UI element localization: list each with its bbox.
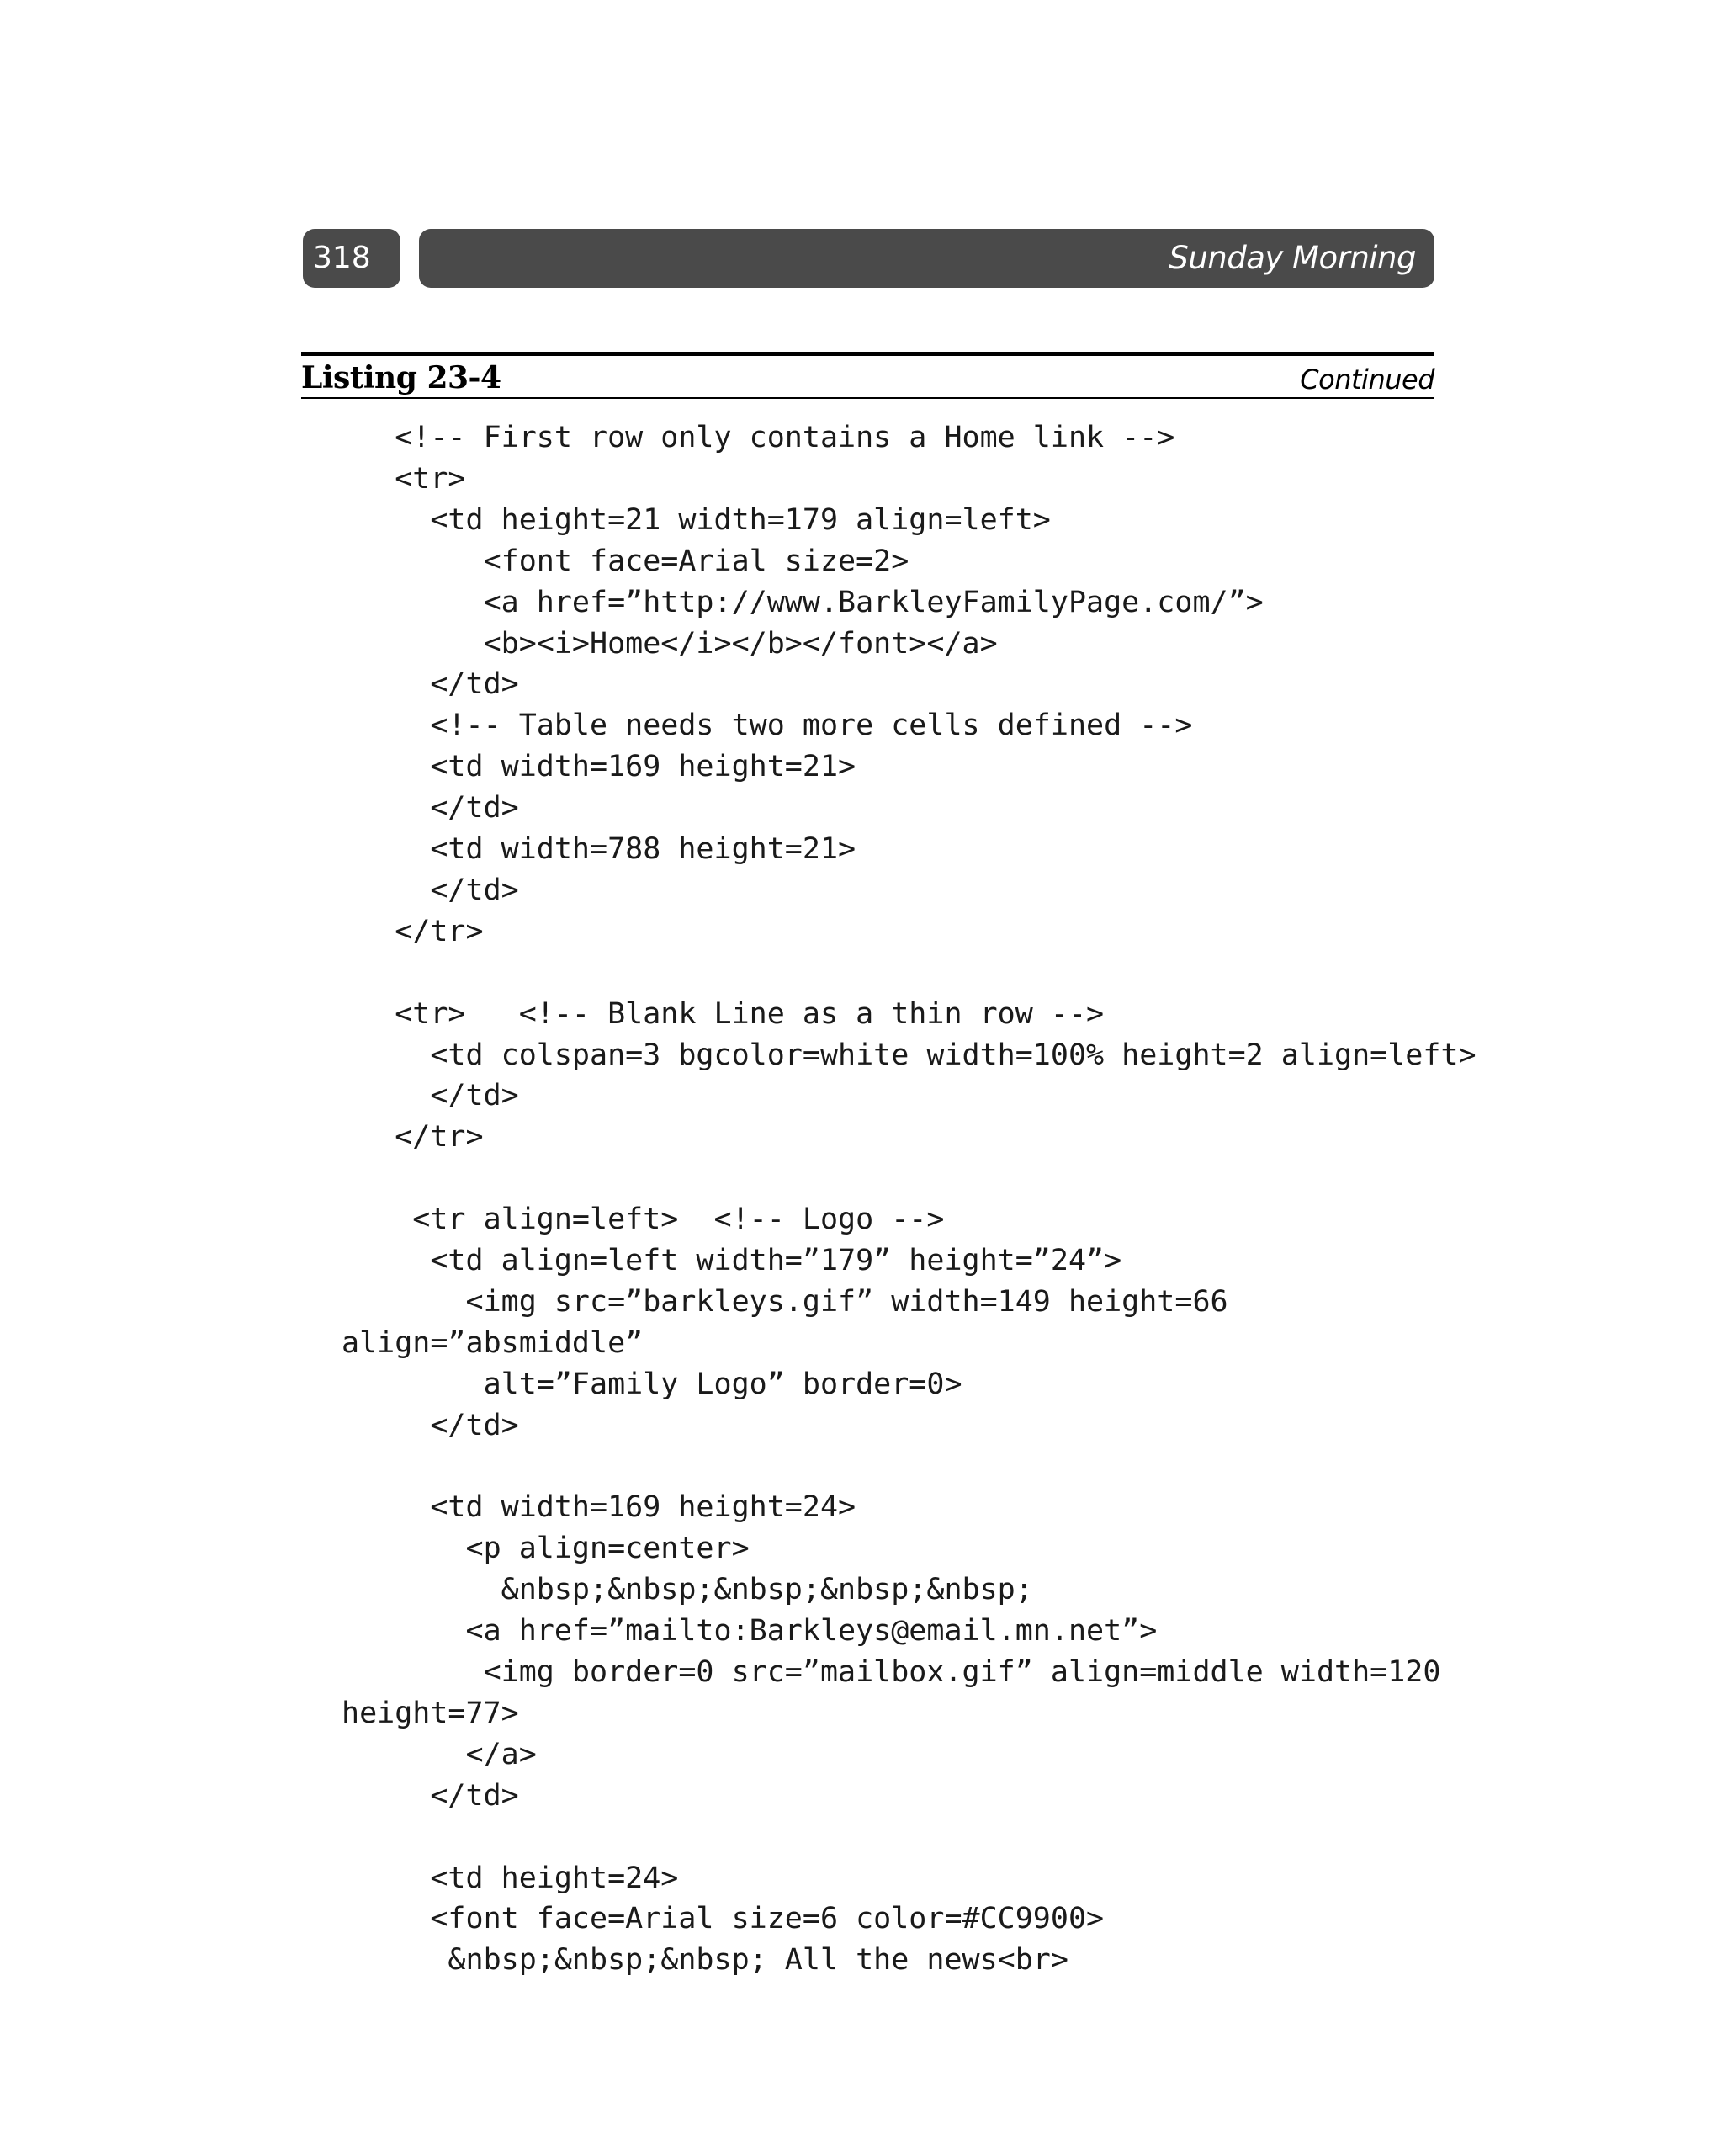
code-line: &nbsp;&nbsp;&nbsp; All the news<br> [342,1943,1068,1978]
code-line: <td height=24> [342,1861,679,1895]
listing-header [301,352,1434,399]
code-line: <!-- Table needs two more cells defined --> [342,709,1193,743]
code-line: </td> [342,667,519,702]
code-line: <tr> [342,461,466,496]
code-line: <tr> <!-- Blank Line as a thin row --> [342,996,1105,1031]
code-line: &nbsp;&nbsp;&nbsp;&nbsp;&nbsp; [342,1573,1033,1607]
code-line: </tr> [342,914,484,948]
code-line: </td> [342,1778,519,1813]
code-line: <td width=169 height=24> [342,1490,856,1525]
code-line: <td width=169 height=21> [342,750,856,784]
code-line: </a> [342,1737,537,1771]
code-line: alt=”Family Logo” border=0> [342,1367,962,1401]
listing-continued-label: Continued [1300,364,1434,396]
code-line: <!-- First row only contains a Home link --> [342,421,1175,454]
code-line: </tr> [342,1120,484,1155]
code-line: <p align=center> [342,1532,750,1566]
code-line: </td> [342,1079,519,1113]
code-line: <td height=21 width=179 align=left> [342,502,1051,537]
code-line: <font face=Arial size=6 color=#CC9900> [342,1902,1105,1936]
code-line: <img src=”barkleys.gif” width=149 height=66 [342,1284,1228,1319]
code-line: <font face=Arial size=2> [342,544,909,578]
code-line: </td> [342,873,519,907]
page-number: 318 [303,229,400,288]
code-line: </td> [342,1408,519,1442]
code-line: <td align=left width=”179” height=”24”> [342,1244,1122,1277]
listing-title: Listing 23-4 [301,360,501,396]
code-line: </td> [342,791,519,826]
code-line: <a href=”mailto:Barkleys@email.mn.net”> [342,1614,1158,1649]
code-line: <b><i>Home</i></b></font></a> [342,626,998,661]
code-line: <a href=”http://www.BarkleyFamilyPage.com/”> [342,585,1264,619]
code-line: <td width=788 height=21> [342,832,856,866]
code-line: align=”absmiddle” [342,1325,644,1360]
code-line: height=77> [342,1696,519,1730]
code-line: <img border=0 src=”mailbox.gif” align=middle width=120 [342,1655,1441,1689]
code-line: <tr align=left> <!-- Logo --> [342,1203,945,1237]
running-head: Sunday Morning [419,229,1434,288]
code-line: <td colspan=3 bgcolor=white width=100% height=2 align=left> [342,1038,1476,1072]
